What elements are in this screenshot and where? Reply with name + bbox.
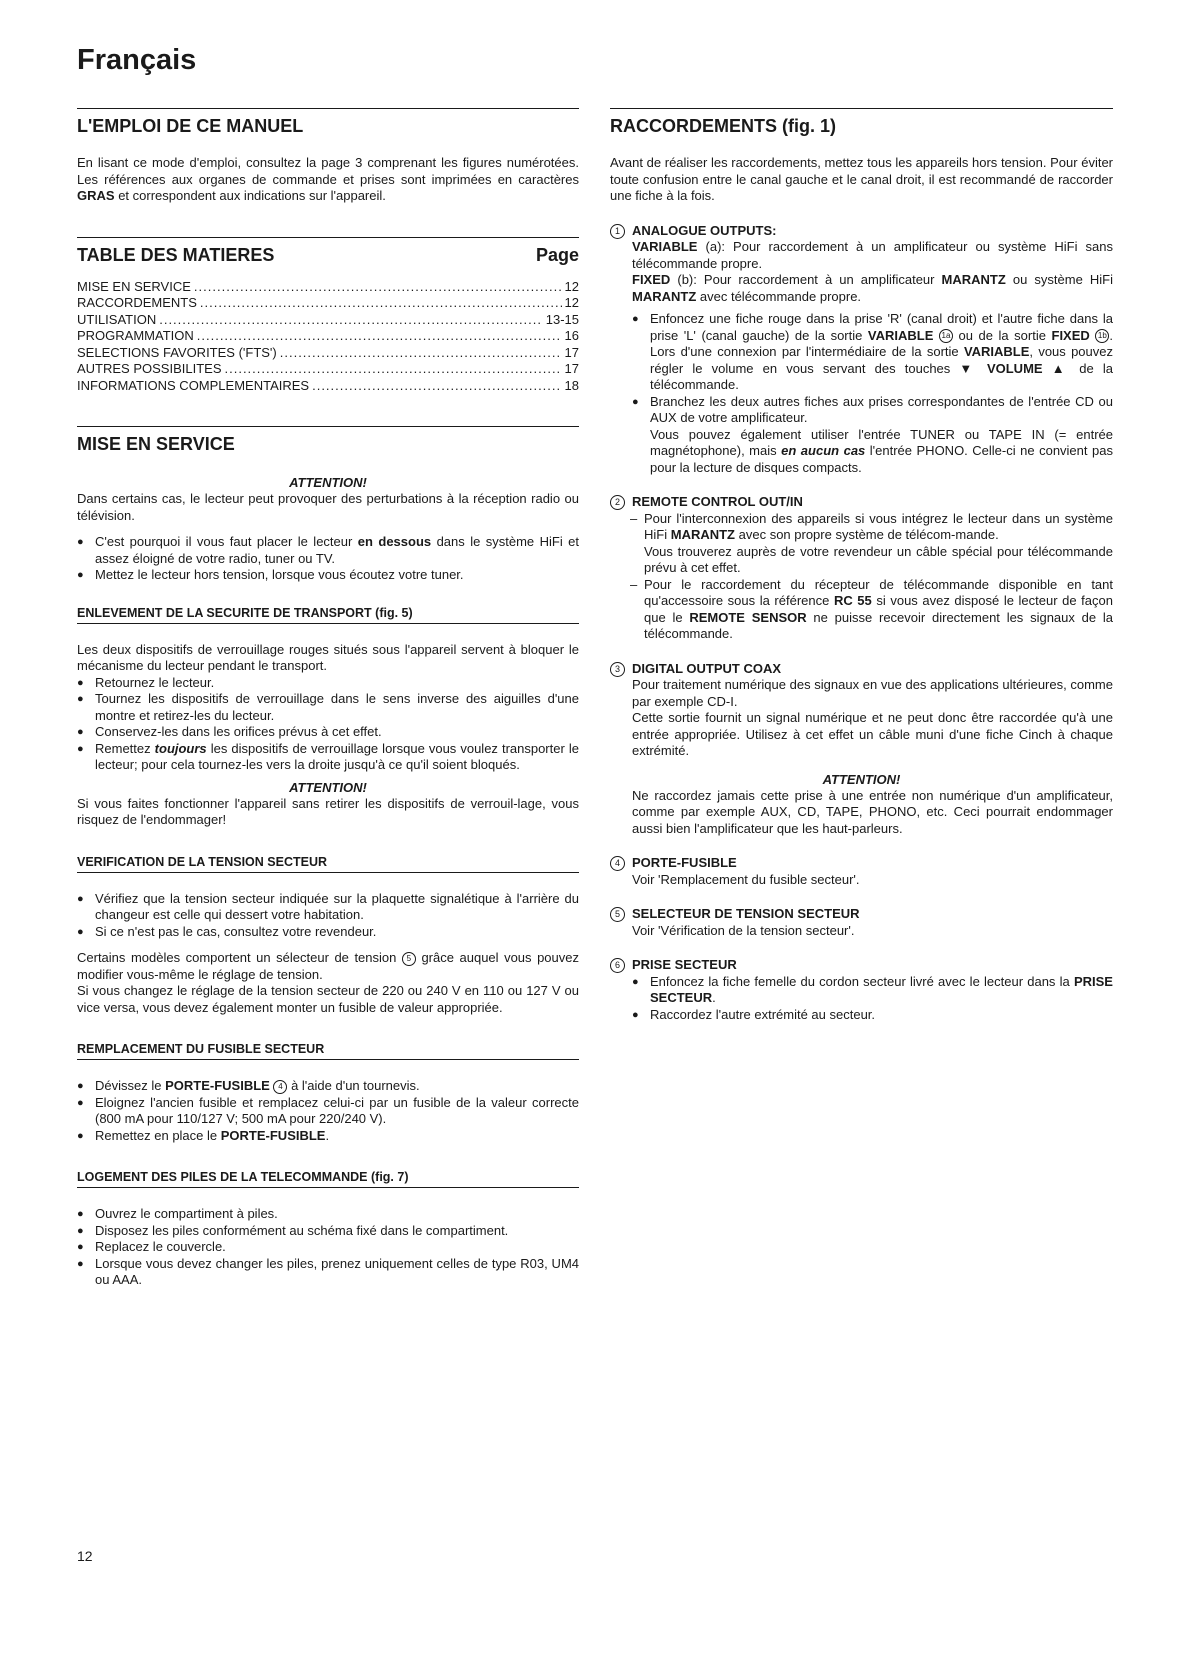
toc-row: PROGRAMMATION ..... 16 bbox=[77, 328, 579, 345]
number-badge: 5 bbox=[610, 907, 625, 922]
list-item: ● Raccordez l'autre extrémité au secteur. bbox=[632, 1007, 1113, 1024]
number-badge: 1a bbox=[939, 329, 953, 343]
verification-paragraph-2: Si vous changez le réglage de la tension secteur de 220 ou 240 V en 110 ou 127 V ou vice versa, vous devez également monter un fusible de valeur appropriée. bbox=[77, 983, 579, 1015]
list-item: – Pour l'interconnexion des appareils si vous intégrez le lecteur dans un système HiFi MARANTZ avec son propre système de télécom-mande. Vous trouverez auprès de votre revendeur un câble spécial pour télécommande prévu à cet effet. bbox=[630, 511, 1113, 577]
left-column bbox=[77, 108, 579, 1289]
connection-item: 6 PRISE SECTEUR ● Enfoncez la fiche femelle du cordon secteur livré avec le lecteur dans la PRISE SECTEUR. ● Raccordez l'autre extrémité au secteur. bbox=[610, 957, 1113, 1023]
right-column bbox=[610, 108, 1113, 1023]
remplacement-list bbox=[77, 1078, 579, 1144]
raccordements-intro: Avant de réaliser les raccordements, mettez tous les appareils hors tension. Pour éviter toute confusion entre le canal gauche et le canal droit, il est recommandé de raccorder une fiche à la fois. bbox=[610, 155, 1113, 203]
toc-row: AUTRES POSSIBILITES ..... 17 bbox=[77, 361, 579, 378]
attention-label: ATTENTION! bbox=[289, 475, 367, 490]
piles-list bbox=[77, 1206, 579, 1289]
toc-page-label: Page bbox=[535, 244, 579, 265]
attention-label: ATTENTION! bbox=[289, 779, 367, 795]
connection-item: 5 SELECTEUR DE TENSION SECTEUR Voir 'Vérification de la tension secteur'. bbox=[610, 906, 1113, 939]
number-badge: 5 bbox=[402, 952, 416, 966]
emploi-paragraph: En lisant ce mode d'emploi, consultez la page 3 comprenant les figures numérotées. Les références aux organes de commande et prises sont imprimées en caractères GRAS et correspondent aux indications sur l'appareil. bbox=[77, 155, 579, 203]
number-badge: 2 bbox=[610, 495, 625, 510]
attention-label: ATTENTION! bbox=[822, 771, 901, 787]
list-item: ● Enfoncez une fiche rouge dans la prise 'R' (canal droit) et l'autre fiche dans la prise 'L' (canal gauche) de la sortie VARIABLE 1a ou de la sortie FIXED 1b . Lors d'une connexion par l'intermédiaire de la sortie VARIABLE, vous pouvez régler le volume en vous servant des touches ▼ VOLUME ▲ de la télécommande. bbox=[632, 311, 1113, 394]
toc-row: SELECTIONS FAVORITES ('FTS') ..... 17 bbox=[77, 345, 579, 362]
page-number: 12 bbox=[77, 1548, 93, 1564]
number-badge: 4 bbox=[610, 856, 625, 871]
list-item: ● Remettez toujours les dispositifs de verrouillage lorsque vous voulez transporter le lecteur; pour cela tournez-les vers la droite jusqu'à ce qu'il soient bloqués. bbox=[77, 741, 579, 774]
list-item: ● Conservez-les dans les orifices prévus à cet effet. bbox=[77, 724, 579, 741]
table-of-contents bbox=[77, 279, 579, 395]
toc-row: INFORMATIONS COMPLEMENTAIRES ..... 18 bbox=[77, 378, 579, 395]
connection-item: 1 ANALOGUE OUTPUTS: VARIABLE (a): Pour raccordement à un amplificateur ou système HiFi sans télécommande propre. FIXED (b): Pour raccordement à un amplificateur MARANTZ ou système HiFi MARANTZ avec télécommande propre. ● Enfoncez une fiche rouge dans la prise 'R' (canal droit) et l'autre fiche dans la prise 'L' (canal gauche) de la sortie VARIABLE 1a ou de la sortie FIXED 1b . Lors d'une connexion par l'intermédiaire de la sortie VARIABLE, vous pouvez régler le volume en vous servant des touches ▼ VOLUME ▲ de la télécommande. ● Branchez les deux autres fiches aux prises correspondantes de l'entrée CD ou AUX de votre amplificateur. Vous pouvez également utiliser l'entrée TUNER ou TAPE IN (= entrée magnétophone), mais en aucun cas l'entrée PHONO. Celle-ci ne convient pas pour la lecture de disques compacts. bbox=[610, 223, 1113, 477]
list-item: ● Vérifiez que la tension secteur indiquée sur la plaquette signalétique à l'arrière du changeur est celle qui dessert votre habitation. bbox=[77, 891, 579, 924]
section-heading-verification: VERIFICATION DE LA TENSION SECTEUR bbox=[77, 855, 579, 873]
verification-list bbox=[77, 891, 579, 941]
number-badge: 1b bbox=[1095, 329, 1109, 343]
list-item: ● C'est pourquoi il vous faut placer le lecteur en dessous dans le système HiFi et assez éloigné de votre radio, tuner ou TV. bbox=[77, 534, 579, 567]
section-heading-toc: TABLE DES MATIERES Page bbox=[77, 237, 579, 266]
section-heading-emploi: L'EMPLOI DE CE MANUEL bbox=[77, 108, 579, 137]
list-item: ● Disposez les piles conformément au schéma fixé dans le compartiment. bbox=[77, 1223, 579, 1240]
connection-item: 3 DIGITAL OUTPUT COAX Pour traitement numérique des signaux en vue des applications ultérieures, comme par exemple CD-I. Cette sortie fournit un signal numérique et ne peut donc être raccordée qu'à une entrée appropriée. Utilisez à cet effet un câble muni d'une fiche Cinch à chaque extrémité. bbox=[610, 661, 1113, 760]
section-heading-remplacement: REMPLACEMENT DU FUSIBLE SECTEUR bbox=[77, 1042, 579, 1060]
list-item: ● Mettez le lecteur hors tension, lorsque vous écoutez votre tuner. bbox=[77, 567, 579, 584]
mise-list bbox=[77, 534, 579, 584]
connection-item: 2 REMOTE CONTROL OUT/IN bbox=[610, 494, 1113, 511]
section-heading-enlevement: ENLEVEMENT DE LA SECURITE DE TRANSPORT (fig. 5) bbox=[77, 606, 579, 624]
list-item: ● Remettez en place le PORTE-FUSIBLE. bbox=[77, 1128, 579, 1145]
toc-row: MISE EN SERVICE ..... 12 bbox=[77, 279, 579, 296]
toc-row: UTILISATION ..... 13-15 bbox=[77, 312, 579, 329]
enlevement-paragraph: Les deux dispositifs de verrouillage rouges situés sous l'appareil servent à bloquer le mécanisme du lecteur pendant le transport. bbox=[77, 641, 579, 673]
page-title: Français bbox=[77, 44, 197, 76]
number-badge: 1 bbox=[610, 224, 625, 239]
list-item: ● Retournez le lecteur. bbox=[77, 675, 579, 692]
section-heading-mise: MISE EN SERVICE bbox=[77, 426, 579, 455]
number-badge: 4 bbox=[273, 1080, 287, 1094]
digital-warning: Ne raccordez jamais cette prise à une entrée non numérique d'un amplificateur, comme par exemple AUX, CD, TAPE, PHONO, etc. Ceci pourrait endommager aussi bien l'amplificateur que les haut-parleurs. bbox=[632, 787, 1113, 836]
verification-paragraph: Certains modèles comportent un sélecteur de tension 5 grâce auquel vous pouvez modifier vous-même le réglage de tension. bbox=[77, 950, 579, 982]
section-heading-piles: LOGEMENT DES PILES DE LA TELECOMMANDE (fig. 7) bbox=[77, 1170, 579, 1188]
list-item: ● Lorsque vous devez changer les piles, prenez uniquement celles de type R03, UM4 ou AAA. bbox=[77, 1256, 579, 1289]
enlevement-list bbox=[77, 675, 579, 774]
mise-paragraph: Dans certains cas, le lecteur peut provoquer des perturbations à la réception radio ou télévision. bbox=[77, 491, 579, 523]
list-item: ● Eloignez l'ancien fusible et remplacez celui-ci par un fusible de la valeur correcte (800 mA pour 110/127 V; 500 mA pour 220/240 V). bbox=[77, 1095, 579, 1128]
enlevement-warning: Si vous faites fonctionner l'appareil sans retirer les dispositifs de verrouil-lage, vous risquez de l'endommager! bbox=[77, 795, 579, 827]
list-item: ● Tournez les dispositifs de verrouillage dans le sens inverse des aiguilles d'une montre et retirez-les du lecteur. bbox=[77, 691, 579, 724]
section-heading-raccordements: RACCORDEMENTS (fig. 1) bbox=[610, 108, 1113, 137]
remote-control-list bbox=[610, 511, 1113, 643]
number-badge: 6 bbox=[610, 958, 625, 973]
list-item: ● Ouvrez le compartiment à piles. bbox=[77, 1206, 579, 1223]
list-item: ● Replacez le couvercle. bbox=[77, 1239, 579, 1256]
connection-item: 4 PORTE-FUSIBLE Voir 'Remplacement du fusible secteur'. bbox=[610, 855, 1113, 888]
list-item: ● Branchez les deux autres fiches aux prises correspondantes de l'entrée CD ou AUX de votre amplificateur. Vous pouvez également utiliser l'entrée TUNER ou TAPE IN (= entrée magnétophone), mais en aucun cas l'entrée PHONO. Celle-ci ne convient pas pour la lecture de disques compacts. bbox=[632, 394, 1113, 477]
list-item: ● Dévissez le PORTE-FUSIBLE 4 à l'aide d'un tournevis. bbox=[77, 1078, 579, 1095]
list-item: ● Enfoncez la fiche femelle du cordon secteur livré avec le lecteur dans la PRISE SECTEUR. bbox=[632, 974, 1113, 1007]
number-badge: 3 bbox=[610, 662, 625, 677]
toc-row: RACCORDEMENTS ..... 12 bbox=[77, 295, 579, 312]
list-item: – Pour le raccordement du récepteur de télécommande disponible en tant qu'accessoire sous la référence RC 55 si vous avez disposé le lecteur de façon que le REMOTE SENSOR ne puisse recevoir directement les signaux de la télécommande. bbox=[630, 577, 1113, 643]
list-item: ● Si ce n'est pas le cas, consultez votre revendeur. bbox=[77, 924, 579, 941]
